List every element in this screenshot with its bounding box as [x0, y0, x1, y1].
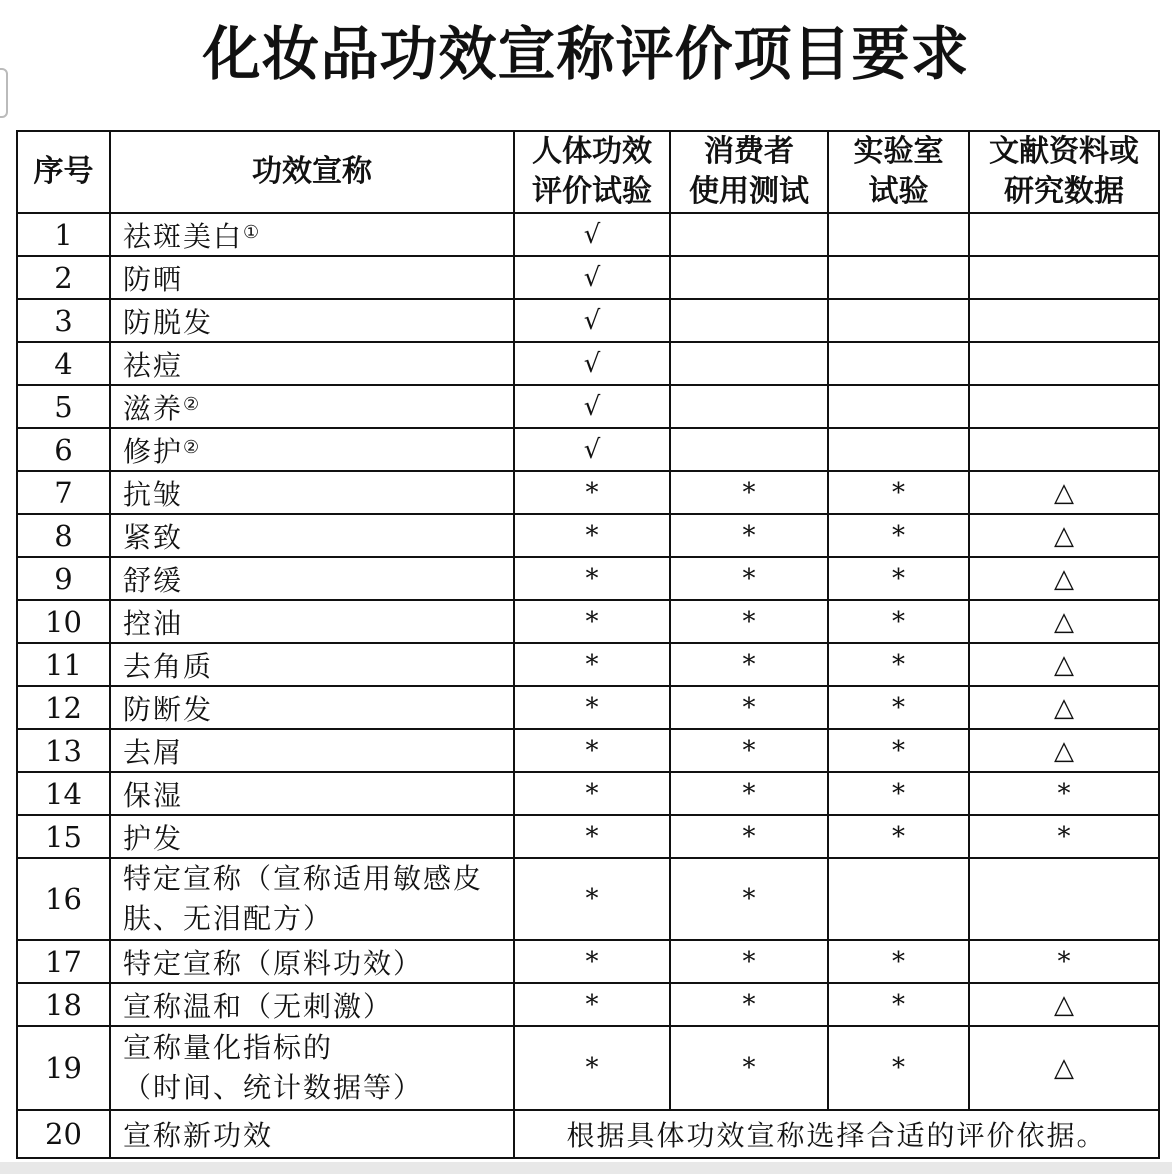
- human-test-mark: *: [514, 858, 670, 940]
- claim-cell: [110, 471, 514, 514]
- claim-cell: [110, 729, 514, 772]
- claim-text-line2: 肤、无泪配方）: [123, 902, 334, 935]
- table-row: [17, 600, 1159, 643]
- row-number: 6: [17, 428, 110, 471]
- literature-mark: △: [969, 686, 1159, 729]
- human-test-mark: *: [514, 471, 670, 514]
- table-row: [17, 428, 1159, 471]
- table-row: [17, 256, 1159, 299]
- claim-cell: [110, 1110, 514, 1158]
- claim-cell: [110, 1026, 514, 1110]
- human-test-mark: *: [514, 514, 670, 557]
- table-row: [17, 729, 1159, 772]
- table-row: [17, 686, 1159, 729]
- claim-cell: [110, 772, 514, 815]
- claim-text: 去角质: [123, 649, 214, 683]
- consumer-test-mark: [670, 385, 828, 428]
- literature-mark: *: [969, 940, 1159, 983]
- consumer-test-mark: *: [670, 643, 828, 686]
- literature-mark: △: [969, 983, 1159, 1026]
- header-human-line1: 人体功效: [532, 134, 652, 169]
- human-test-mark: *: [514, 557, 670, 600]
- claim-cell: [110, 815, 514, 858]
- literature-mark: [969, 428, 1159, 471]
- header-seq: 序号: [17, 131, 110, 213]
- human-test-mark: √: [514, 428, 670, 471]
- human-test-mark: √: [514, 213, 670, 256]
- claim-cell: [110, 514, 514, 557]
- evaluation-basis-note: 根据具体功效宣称选择合适的评价依据。: [514, 1110, 1159, 1158]
- header-lab-line2: 试验: [868, 174, 929, 209]
- lab-test-mark: [828, 342, 969, 385]
- table-row: [17, 858, 1159, 940]
- lab-test-mark: [828, 213, 969, 256]
- claim-text: 宣称温和（无刺激）: [123, 989, 394, 1023]
- literature-mark: △: [969, 643, 1159, 686]
- lab-test-mark: [828, 428, 969, 471]
- table-row: [17, 643, 1159, 686]
- claim-cell: [110, 557, 514, 600]
- claims-table: [16, 130, 1160, 1159]
- lab-test-mark: *: [828, 557, 969, 600]
- human-test-mark: *: [514, 772, 670, 815]
- claims-table-wrapper: [16, 130, 1158, 1159]
- lab-test-mark: *: [828, 514, 969, 557]
- lab-test-mark: *: [828, 729, 969, 772]
- row-number: 8: [17, 514, 110, 557]
- consumer-test-mark: [670, 256, 828, 299]
- claim-text: 防晒: [123, 262, 184, 296]
- claim-text: 去屑: [123, 735, 184, 769]
- literature-mark: [969, 299, 1159, 342]
- lab-test-mark: [828, 256, 969, 299]
- header-consumer-test: [670, 131, 828, 213]
- row-number: 9: [17, 557, 110, 600]
- consumer-test-mark: *: [670, 471, 828, 514]
- table-row: [17, 940, 1159, 983]
- row-number: 20: [17, 1110, 110, 1158]
- header-human-line2: 评价试验: [532, 174, 652, 209]
- table-row: [17, 1026, 1159, 1110]
- literature-mark: [969, 858, 1159, 940]
- claim-text: 保湿: [123, 778, 184, 812]
- row-number: 14: [17, 772, 110, 815]
- row-number: 10: [17, 600, 110, 643]
- claim-cell: [110, 342, 514, 385]
- claim-text: 宣称量化指标的: [123, 1031, 334, 1064]
- claim-cell: [110, 299, 514, 342]
- consumer-test-mark: *: [670, 557, 828, 600]
- lab-test-mark: *: [828, 600, 969, 643]
- consumer-test-mark: *: [670, 815, 828, 858]
- human-test-mark: *: [514, 600, 670, 643]
- human-test-mark: √: [514, 256, 670, 299]
- claim-cell: [110, 983, 514, 1026]
- consumer-test-mark: *: [670, 772, 828, 815]
- consumer-test-mark: *: [670, 983, 828, 1026]
- table-row: [17, 772, 1159, 815]
- consumer-test-mark: *: [670, 940, 828, 983]
- row-number: 1: [17, 213, 110, 256]
- table-row: [17, 385, 1159, 428]
- table-row: [17, 815, 1159, 858]
- row-number: 16: [17, 858, 110, 940]
- header-claim: 功效宣称: [110, 131, 514, 213]
- consumer-test-mark: *: [670, 686, 828, 729]
- lab-test-mark: *: [828, 815, 969, 858]
- claim-text: 控油: [123, 606, 184, 640]
- header-human-test: [514, 131, 670, 213]
- table-row: [17, 983, 1159, 1026]
- human-test-mark: *: [514, 815, 670, 858]
- consumer-test-mark: [670, 342, 828, 385]
- human-test-mark: *: [514, 729, 670, 772]
- row-number: 11: [17, 643, 110, 686]
- table-row: [17, 213, 1159, 256]
- human-test-mark: *: [514, 983, 670, 1026]
- row-number: 4: [17, 342, 110, 385]
- lab-test-mark: [828, 385, 969, 428]
- page-title: 化妆品功效宣称评价项目要求: [202, 20, 970, 88]
- lab-test-mark: *: [828, 471, 969, 514]
- claim-text: 特定宣称（原料功效）: [123, 946, 424, 980]
- literature-mark: △: [969, 600, 1159, 643]
- claim-cell: [110, 940, 514, 983]
- claim-text: 紧致: [123, 520, 184, 554]
- table-row: [17, 514, 1159, 557]
- table-row: [17, 342, 1159, 385]
- row-number: 7: [17, 471, 110, 514]
- row-number: 17: [17, 940, 110, 983]
- literature-mark: [969, 256, 1159, 299]
- claim-text: 舒缓: [123, 563, 184, 597]
- footnote-marker: ②: [183, 393, 200, 415]
- claim-text: 滋养: [123, 391, 184, 425]
- human-test-mark: *: [514, 643, 670, 686]
- claim-text: 祛痘: [123, 348, 184, 382]
- table-row: [17, 1110, 1159, 1158]
- consumer-test-mark: *: [670, 729, 828, 772]
- claim-text: 防脱发: [123, 305, 214, 339]
- human-test-mark: *: [514, 1026, 670, 1110]
- row-number: 15: [17, 815, 110, 858]
- table-row: [17, 471, 1159, 514]
- consumer-test-mark: *: [670, 858, 828, 940]
- claim-cell: [110, 643, 514, 686]
- claim-text: 护发: [123, 821, 184, 855]
- header-lit-line2: 研究数据: [1004, 174, 1124, 209]
- lab-test-mark: *: [828, 983, 969, 1026]
- literature-mark: △: [969, 729, 1159, 772]
- claim-cell: [110, 256, 514, 299]
- footnote-marker: ②: [183, 436, 200, 458]
- lab-test-mark: *: [828, 772, 969, 815]
- table-row: [17, 557, 1159, 600]
- literature-mark: [969, 385, 1159, 428]
- claim-cell: [110, 858, 514, 940]
- literature-mark: △: [969, 557, 1159, 600]
- claim-cell: [110, 686, 514, 729]
- lab-test-mark: [828, 299, 969, 342]
- human-test-mark: √: [514, 385, 670, 428]
- consumer-test-mark: *: [670, 1026, 828, 1110]
- claim-cell: [110, 213, 514, 256]
- lab-test-mark: *: [828, 1026, 969, 1110]
- claim-text: 防断发: [123, 692, 214, 726]
- consumer-test-mark: [670, 213, 828, 256]
- claim-cell: [110, 428, 514, 471]
- header-lab-line1: 实验室: [853, 134, 944, 169]
- row-number: 3: [17, 299, 110, 342]
- literature-mark: [969, 213, 1159, 256]
- literature-mark: △: [969, 471, 1159, 514]
- lab-test-mark: *: [828, 686, 969, 729]
- claim-cell: [110, 385, 514, 428]
- claim-text: 抗皱: [123, 477, 184, 511]
- lab-test-mark: *: [828, 940, 969, 983]
- claim-text: 祛斑美白: [123, 219, 244, 253]
- consumer-test-mark: [670, 299, 828, 342]
- claim-text-line2: （时间、统计数据等）: [123, 1071, 424, 1104]
- literature-mark: △: [969, 1026, 1159, 1110]
- consumer-test-mark: [670, 428, 828, 471]
- claim-text: 特定宣称（宣称适用敏感皮: [123, 862, 484, 895]
- claim-text: 宣称新功效: [123, 1119, 274, 1152]
- human-test-mark: *: [514, 686, 670, 729]
- human-test-mark: √: [514, 299, 670, 342]
- literature-mark: [969, 342, 1159, 385]
- lab-test-mark: *: [828, 643, 969, 686]
- table-header-row: [17, 131, 1159, 213]
- human-test-mark: √: [514, 342, 670, 385]
- literature-mark: *: [969, 815, 1159, 858]
- claim-cell: [110, 600, 514, 643]
- bottom-scroll-strip: [0, 1162, 1172, 1174]
- literature-mark: △: [969, 514, 1159, 557]
- header-consumer-line1: 消费者: [704, 134, 794, 169]
- header-lit-line1: 文献资料或: [989, 134, 1139, 169]
- literature-mark: *: [969, 772, 1159, 815]
- header-consumer-line2: 使用测试: [689, 174, 809, 209]
- consumer-test-mark: *: [670, 600, 828, 643]
- header-literature: [969, 131, 1159, 213]
- lab-test-mark: [828, 858, 969, 940]
- footnote-marker: ①: [243, 221, 260, 243]
- header-lab-test: [828, 131, 969, 213]
- row-number: 19: [17, 1026, 110, 1110]
- claim-text: 修护: [123, 434, 184, 468]
- table-row: [17, 299, 1159, 342]
- row-number: 12: [17, 686, 110, 729]
- row-number: 2: [17, 256, 110, 299]
- row-number: 13: [17, 729, 110, 772]
- row-number: 5: [17, 385, 110, 428]
- consumer-test-mark: *: [670, 514, 828, 557]
- row-number: 18: [17, 983, 110, 1026]
- human-test-mark: *: [514, 940, 670, 983]
